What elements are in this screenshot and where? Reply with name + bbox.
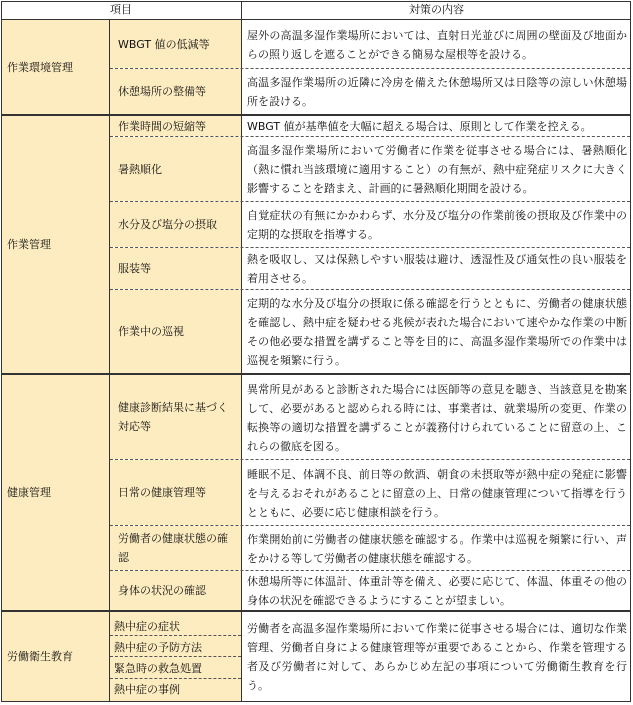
content-cell <box>242 375 631 459</box>
header-item: 項目 <box>1 1 241 19</box>
item-cell: 身体の状況の確認 <box>110 571 241 610</box>
category-cell: 作業環境管理 <box>1 20 109 114</box>
section-divider <box>1 610 631 612</box>
content-text: 睡眠不足、体調不良、前日等の飲酒、朝食の未摂取等が熱中症の発症に影響を与えるおそれがあることに留意の上、日常の健康管理について指導を行うとともに、必要に応じ健康相談を行う。 <box>247 467 627 519</box>
table-border <box>1 701 631 702</box>
table-border <box>1 1 631 2</box>
section-divider <box>1 373 631 375</box>
category-cell: 労働衛生教育 <box>1 612 109 701</box>
content-cell <box>242 571 631 610</box>
column-divider <box>109 19 110 702</box>
item-divider <box>110 635 241 636</box>
row-divider <box>110 136 630 137</box>
item-cell: 作業中の巡視 <box>110 290 241 373</box>
item-cell: 休憩場所の整備等 <box>110 69 241 114</box>
content-cell <box>242 116 631 136</box>
item-cell: 健康診断結果に基づく対応等 <box>110 375 241 459</box>
education-item: 熱中症の症状 <box>114 620 180 633</box>
content-cell <box>242 460 631 525</box>
table-border <box>1 1 2 702</box>
content-cell <box>242 69 631 114</box>
row-divider <box>1 19 631 20</box>
content-cell <box>242 290 631 373</box>
category-cell: 作業管理 <box>1 116 109 373</box>
content-text: WBGT 値が基準値を大幅に超える場合は、原則として作業を控える。 <box>247 120 592 133</box>
item-cell: 暑熱順化 <box>110 137 241 201</box>
content-cell <box>242 20 631 68</box>
education-item: 緊急時の救急処置 <box>114 662 202 675</box>
item-cell: 服装等 <box>110 248 241 289</box>
content-text: 自覚症状の有無にかかわらず、水分及び塩分の作業前後の摂取及び作業中の定期的な摂取を指導する。 <box>247 209 627 241</box>
content-cell <box>242 248 631 289</box>
content-cell <box>242 202 631 247</box>
education-item: 熱中症の予防方法 <box>114 641 202 654</box>
education-item: 熱中症の事例 <box>114 683 180 696</box>
row-divider <box>110 525 630 526</box>
content-text: 作業開始前に労働者の健康状態を確認する。作業中は巡視を頻繁に行い、声をかける等して労働者の健康状態を確認する。 <box>247 532 627 565</box>
content-text: 高温多湿作業場所の近隣に冷房を備えた休憩場所又は日陰等の涼しい休憩場所を設ける。 <box>247 76 627 108</box>
column-divider <box>241 1 242 702</box>
item-cell: 労働者の健康状態の確認 <box>110 526 241 570</box>
content-text: 定期的な水分及び塩分の摂取に係る確認を行うとともに、労働者の健康状態を確認し、熱中症を疑わせる兆候が表れた場合において速やかな作業の中断その他必要な措置を講ずること等を目的に、高温多湿作業場所での作業中は巡視を頻繁に行う。 <box>247 297 627 367</box>
content-text: 休憩場所等に体温計、体重計等を備え、必要に応じて、体温、体重その他の身体の状況を確認できるようにすることが望ましい。 <box>247 575 627 607</box>
row-divider <box>110 289 630 290</box>
row-divider <box>110 247 630 248</box>
item-cell: WBGT 値の低減等 <box>110 20 241 68</box>
item-divider <box>110 656 241 657</box>
content-cell <box>242 526 631 570</box>
row-divider <box>110 68 630 69</box>
item-divider <box>110 678 241 679</box>
content-text: 異常所見があると診断された場合には医師等の意見を聴き、当該意見を勘案して、必要があると認められる時には、事業者は、就業場所の変更、作業の転換等の適切な措置を講ずることが義務付けられていることに留意の上、これらの徹底を図る。 <box>247 382 627 453</box>
content-text: 労働者を高温多湿作業場所において作業に従事させる場合には、適切な作業管理、労働者自身による健康管理等が重要であることから、作業を管理する者及び労働者に対して、あらかじめ左記の事項について労働衛生教育を行う。 <box>247 622 627 692</box>
row-divider <box>110 459 630 460</box>
content-text: 屋外の高温多湿作業場所においては、直射日光並びに周囲の壁面及び地面からの照り返しを遮ることができる簡易な屋根等を設ける。 <box>247 28 627 61</box>
row-divider <box>110 570 630 571</box>
row-divider <box>110 201 630 202</box>
content-text: 高温多湿作業場所において労働者に作業を従事させる場合には、暑熱順化（熱に慣れ当該環境に適用すること）の有無が、熱中症発症リスクに大きく影響することを踏まえ、計画的に暑熱順化期間を設ける。 <box>247 144 627 195</box>
content-cell <box>242 612 631 701</box>
item-cell: 水分及び塩分の摂取 <box>110 202 241 247</box>
table-border <box>630 1 631 702</box>
category-cell: 健康管理 <box>1 375 109 610</box>
content-text: 熱を吸収し、又は保熱しやすい服装は避け、透湿性及び通気性の良い服装を着用させる。 <box>247 253 627 285</box>
section-divider <box>1 114 631 116</box>
measures-table <box>1 1 631 702</box>
item-cell: 作業時間の短縮等 <box>110 116 241 136</box>
content-cell <box>242 137 631 201</box>
header-content: 対策の内容 <box>242 1 631 19</box>
item-cell: 日常の健康管理等 <box>110 460 241 525</box>
